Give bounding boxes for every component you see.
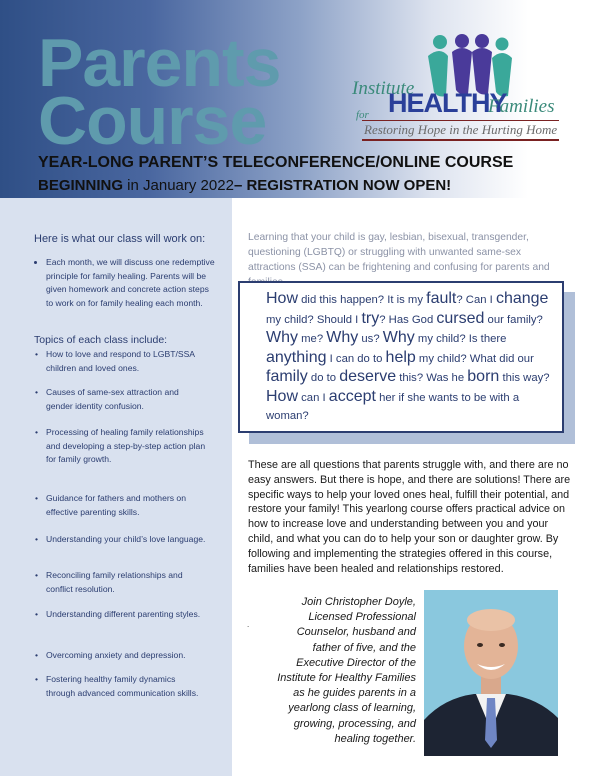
question-word: fault (426, 290, 457, 307)
topic-item: • Overcoming anxiety and depression. (34, 649, 206, 663)
question-text-part: my child? Is there (414, 333, 507, 345)
sidebar-bullets (34, 256, 218, 310)
question-text-part: us? (358, 333, 383, 345)
counselor-photo (424, 590, 558, 756)
question-text (266, 290, 562, 426)
topic-item: • Processing of healing family relationships and developing a step-by-step action plan for family growth. (34, 426, 206, 467)
join-paragraph: Join Christopher Doyle, Licensed Professional Counselor, husband and father of five, and the Executive Director of the Institute for Healthy Families as he guides parents in a yearlong class of learning, growing, processing, and healing together. (277, 596, 416, 745)
registration-line (38, 177, 451, 194)
question-word: cursed (436, 309, 485, 327)
topic-item: • Understanding your child’s love language. (34, 533, 206, 547)
question-word: Why (382, 329, 415, 346)
question-word: anything (266, 348, 327, 366)
topic-item: • How to love and respond to LGBT/SSA children and loved ones. (34, 348, 206, 375)
header-banner (0, 0, 600, 198)
question-text-part: ? Has God (379, 313, 437, 326)
question-text-part: do to (307, 372, 340, 384)
question-text-part: me? (298, 333, 327, 345)
question-word: Why (266, 329, 298, 346)
logo-families: Families (488, 96, 555, 117)
topics-heading: Topics of each class include: (34, 334, 168, 346)
topic-item: • Guidance for fathers and mothers on effective parenting skills. (34, 492, 206, 519)
title-course: Course (38, 83, 267, 159)
logo-for: for (356, 109, 369, 121)
question-word: How (266, 290, 299, 307)
question-text-part: my child? Should I (266, 313, 362, 326)
question-text-part: ? Can I (456, 294, 496, 306)
body-paragraph: These are all questions that parents struggle with, and there are no easy answers. But there is hope, and there are solutions! There are specific ways to help your loved ones heal, fulfill their potential, and restore your family! This yearlong course offers practical advice on how to increase love and understanding between you and your child, and what you can do to help your son or daughter grow. By following and implementing the strategies offered in this course, families have been healed and relationships restored. (248, 459, 571, 575)
registration-date: in January 2022 (123, 177, 234, 194)
stray-mark: . (247, 620, 250, 629)
question-word: born (467, 368, 500, 385)
logo-institute: Institute (352, 78, 415, 99)
question-word: Why (326, 329, 359, 346)
topic-item: • Causes of same-sex attraction and gender identity confusion. (34, 386, 206, 413)
logo-healthy: HEALTHY (388, 88, 507, 118)
person-portrait-icon (424, 590, 558, 756)
question-word: family (266, 368, 308, 385)
question-word: change (495, 290, 549, 307)
question-word: deserve (339, 368, 397, 385)
question-text-part: I can do to (326, 352, 386, 365)
topic-item: • Understanding different parenting styles. (34, 608, 206, 622)
topic-item: • Fostering healthy family dynamics through advanced communication skills. (34, 673, 206, 700)
intro-paragraph: Learning that your child is gay, lesbian, bisexual, transgender, questioning (LGBTQ) or struggling with unwanted same-sex attractions (SSA) can be frightening and confusing for parents and (248, 232, 550, 273)
question-text-part: this? Was he (396, 372, 468, 384)
sidebar-intro: Here is what our class will work on: (34, 233, 206, 245)
question-text-part: my child? What did our (415, 352, 534, 365)
question-text-part: her if she wants to be with a woman? (266, 391, 520, 422)
list-item: • Each month, we will discuss one redemptive principle for family healing. Parents will be given homework and concrete action steps to work on for family healing each month. (46, 256, 218, 310)
question-word: accept (328, 387, 376, 405)
question-text-part: this way? (499, 372, 550, 384)
registration-open: – REGISTRATION NOW OPEN! (233, 177, 452, 194)
course-subtitle: YEAR-LONG PARENT’S TELECONFERENCE/ONLINE COURSE (38, 154, 514, 171)
question-word: try (361, 309, 380, 327)
title-parents: Parents (38, 25, 281, 101)
question-text-part: our family? (484, 313, 543, 326)
registration-beginning: BEGINNING (38, 177, 124, 194)
question-text-part: did this happen? It is my (298, 294, 427, 306)
logo-tagline: Restoring Hope in the Hurting Home (362, 120, 559, 141)
topic-item: • Reconciling family relationships and conflict resolution. (34, 569, 206, 596)
question-text-part: can I (298, 391, 329, 404)
question-word: help (385, 348, 416, 366)
question-word: How (266, 387, 299, 405)
